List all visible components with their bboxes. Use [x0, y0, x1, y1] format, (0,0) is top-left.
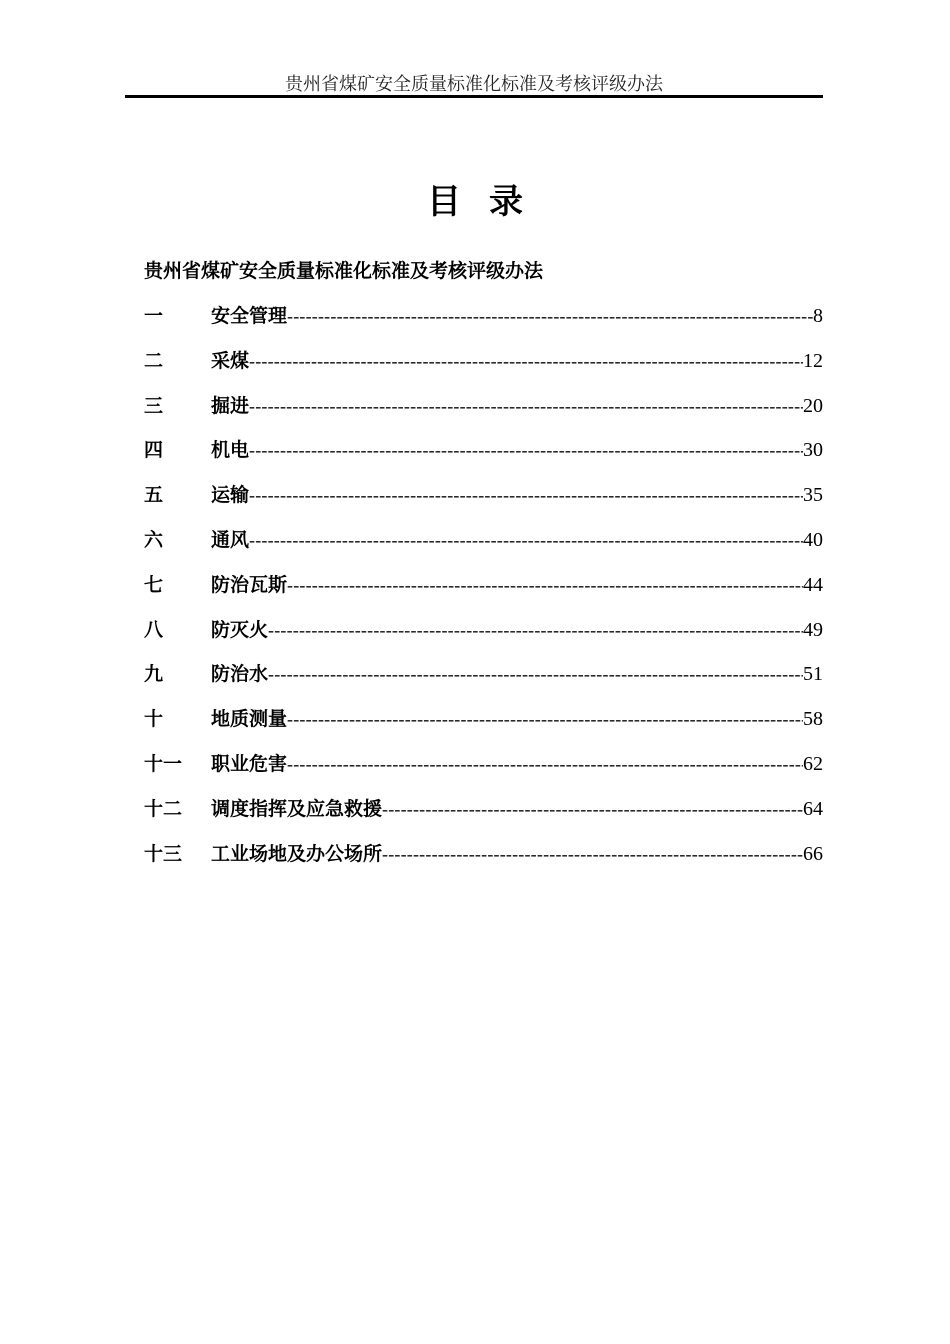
toc-entry-number: 二 — [144, 349, 164, 372]
toc-dot-leader — [268, 616, 803, 644]
toc-entry-title: 防灭火 — [211, 618, 269, 641]
toc-dot-leader — [287, 571, 803, 599]
toc-entry-page: 62 — [803, 752, 823, 775]
toc-entry-title: 机电 — [211, 439, 250, 462]
toc-entry-title: 安全管理 — [211, 305, 288, 327]
toc-dot-leader — [287, 705, 803, 733]
toc-entry-number: 十三 — [144, 842, 183, 865]
toc-entry[interactable] — [144, 347, 823, 392]
toc-entry-title: 防治瓦斯 — [211, 573, 288, 596]
toc-entry-number: 九 — [144, 663, 164, 686]
toc-entry-number: 八 — [144, 618, 164, 641]
toc-entry-title: 地质测量 — [211, 708, 288, 731]
toc-entry-number: 七 — [144, 573, 164, 596]
toc-entry-title: 防治水 — [211, 663, 269, 686]
toc-entry[interactable] — [144, 616, 823, 661]
toc-dot-leader — [287, 750, 803, 778]
toc-entry-title: 掘进 — [211, 394, 250, 417]
toc-entry-title: 工业场地及办公场所 — [211, 842, 383, 865]
toc-entry[interactable] — [144, 302, 823, 347]
toc-entry[interactable] — [144, 660, 823, 705]
toc-entry-page: 51 — [803, 663, 823, 686]
toc-entry-page: 58 — [803, 708, 823, 731]
toc-entry-number: 十一 — [144, 752, 183, 775]
toc-dot-leader — [249, 481, 803, 509]
header-rule — [125, 95, 823, 98]
toc-dot-leader — [382, 795, 803, 823]
toc-entry-page: 44 — [803, 573, 823, 596]
toc-entry-title: 职业危害 — [211, 752, 288, 775]
toc-entry-number: 五 — [144, 484, 164, 507]
toc-dot-leader — [382, 840, 803, 868]
toc-entry-number: 十 — [144, 708, 164, 731]
toc-entry-title: 调度指挥及应急救援 — [211, 797, 383, 820]
toc-entry-page: 66 — [803, 842, 823, 865]
toc-entry-page: 40 — [803, 528, 823, 551]
toc-dot-leader — [287, 302, 813, 330]
toc-entry-number: 六 — [144, 528, 164, 551]
toc-entry-number: 一 — [144, 305, 164, 327]
toc-dot-leader — [249, 436, 803, 464]
toc-entry-number: 四 — [144, 439, 164, 462]
toc-dot-leader — [249, 526, 803, 554]
toc-entry-title: 通风 — [211, 528, 250, 551]
toc-entry-page: 20 — [803, 394, 823, 417]
running-header: 贵州省煤矿安全质量标准化标准及考核评级办法 — [285, 74, 663, 95]
toc-entry-page: 12 — [803, 349, 823, 372]
toc-entry[interactable] — [144, 795, 823, 840]
toc-entry[interactable] — [144, 481, 823, 526]
toc-entry[interactable] — [144, 436, 823, 481]
toc-entry-number: 三 — [144, 394, 164, 417]
toc-dot-leader — [249, 392, 803, 420]
document-subtitle: 贵州省煤矿安全质量标准化标准及考核评级办法 — [144, 260, 544, 282]
toc-dot-leader — [268, 660, 803, 688]
toc-dot-leader — [249, 347, 803, 375]
toc-entry-page: 49 — [803, 618, 823, 641]
toc-entry-title: 采煤 — [211, 349, 250, 372]
toc-entry-page: 64 — [803, 797, 823, 820]
toc-entry[interactable] — [144, 750, 823, 795]
toc-entry-page: 35 — [803, 484, 823, 507]
toc-entry-number: 十二 — [144, 797, 183, 820]
toc-entry-page: 8 — [813, 305, 823, 327]
table-of-contents — [144, 302, 823, 884]
toc-entry[interactable] — [144, 840, 823, 885]
toc-entry[interactable] — [144, 392, 823, 437]
toc-entry[interactable] — [144, 526, 823, 571]
toc-entry[interactable] — [144, 705, 823, 750]
page-title: 目录 — [427, 182, 551, 222]
toc-entry-title: 运输 — [211, 484, 250, 507]
toc-entry-page: 30 — [803, 439, 823, 462]
toc-entry[interactable] — [144, 571, 823, 616]
